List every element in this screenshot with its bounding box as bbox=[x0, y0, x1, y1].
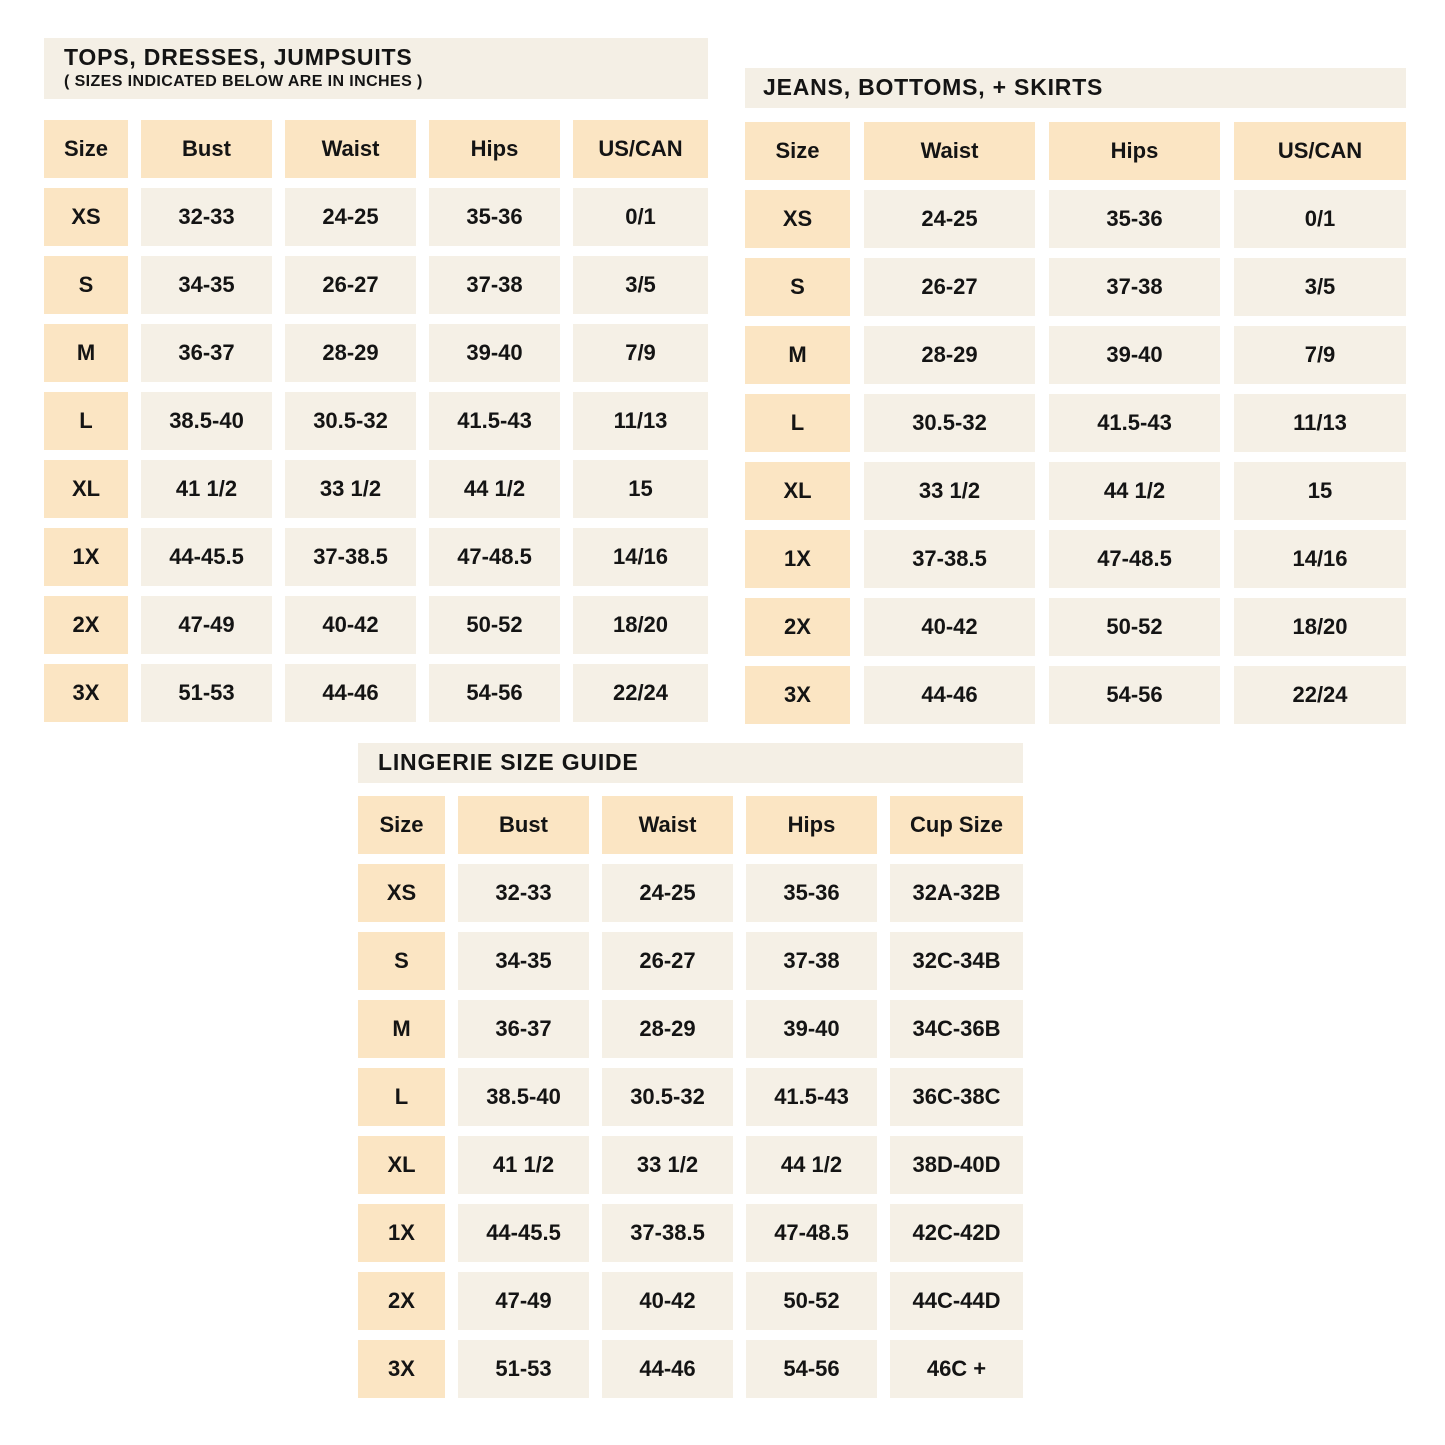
data-cell: 47-49 bbox=[141, 596, 272, 654]
size-cell: XL bbox=[44, 460, 128, 518]
data-cell: 39-40 bbox=[746, 1000, 877, 1058]
column-header-hips: Hips bbox=[429, 120, 560, 178]
jeans-title-bar bbox=[745, 68, 1406, 108]
data-cell: 28-29 bbox=[864, 326, 1035, 384]
size-cell: XS bbox=[358, 864, 445, 922]
data-cell: 44 1/2 bbox=[746, 1136, 877, 1194]
column-header-size: Size bbox=[745, 122, 850, 180]
data-cell: 44 1/2 bbox=[429, 460, 560, 518]
size-cell: 1X bbox=[44, 528, 128, 586]
data-cell: 41.5-43 bbox=[1049, 394, 1220, 452]
data-cell: 39-40 bbox=[429, 324, 560, 382]
data-cell: 44 1/2 bbox=[1049, 462, 1220, 520]
size-cell: S bbox=[358, 932, 445, 990]
column-header-cupsize: Cup Size bbox=[890, 796, 1023, 854]
size-cell: M bbox=[745, 326, 850, 384]
data-cell: 47-49 bbox=[458, 1272, 589, 1330]
data-cell: 44-46 bbox=[285, 664, 416, 722]
data-cell: 41 1/2 bbox=[458, 1136, 589, 1194]
data-cell: 22/24 bbox=[573, 664, 708, 722]
data-cell: 14/16 bbox=[573, 528, 708, 586]
data-cell: 3/5 bbox=[1234, 258, 1406, 316]
data-cell: 39-40 bbox=[1049, 326, 1220, 384]
data-cell: 15 bbox=[1234, 462, 1406, 520]
data-cell: 24-25 bbox=[602, 864, 733, 922]
data-cell: 37-38.5 bbox=[864, 530, 1035, 588]
data-cell: 37-38 bbox=[746, 932, 877, 990]
data-cell: 36C-38C bbox=[890, 1068, 1023, 1126]
data-cell: 0/1 bbox=[573, 188, 708, 246]
column-header-waist: Waist bbox=[285, 120, 416, 178]
tops-grid bbox=[44, 120, 708, 722]
data-cell: 28-29 bbox=[285, 324, 416, 382]
data-cell: 36-37 bbox=[141, 324, 272, 382]
size-cell: 1X bbox=[358, 1204, 445, 1262]
size-cell: 1X bbox=[745, 530, 850, 588]
data-cell: 32A-32B bbox=[890, 864, 1023, 922]
column-header-hips: Hips bbox=[746, 796, 877, 854]
data-cell: 26-27 bbox=[602, 932, 733, 990]
data-cell: 3/5 bbox=[573, 256, 708, 314]
data-cell: 26-27 bbox=[285, 256, 416, 314]
data-cell: 38.5-40 bbox=[141, 392, 272, 450]
data-cell: 41 1/2 bbox=[141, 460, 272, 518]
column-header-uscan: US/CAN bbox=[1234, 122, 1406, 180]
data-cell: 26-27 bbox=[864, 258, 1035, 316]
data-cell: 44-46 bbox=[864, 666, 1035, 724]
lingerie-title-bar bbox=[358, 743, 1023, 783]
data-cell: 32-33 bbox=[458, 864, 589, 922]
size-cell: XS bbox=[745, 190, 850, 248]
data-cell: 11/13 bbox=[573, 392, 708, 450]
size-cell: 3X bbox=[358, 1340, 445, 1398]
data-cell: 54-56 bbox=[746, 1340, 877, 1398]
size-cell: 2X bbox=[44, 596, 128, 654]
data-cell: 40-42 bbox=[864, 598, 1035, 656]
lingerie-size-table bbox=[358, 743, 1023, 1398]
data-cell: 11/13 bbox=[1234, 394, 1406, 452]
data-cell: 46C + bbox=[890, 1340, 1023, 1398]
size-cell: XL bbox=[745, 462, 850, 520]
data-cell: 51-53 bbox=[141, 664, 272, 722]
data-cell: 51-53 bbox=[458, 1340, 589, 1398]
data-cell: 44-45.5 bbox=[458, 1204, 589, 1262]
lingerie-title: LINGERIE SIZE GUIDE bbox=[378, 749, 639, 776]
data-cell: 50-52 bbox=[429, 596, 560, 654]
data-cell: 35-36 bbox=[429, 188, 560, 246]
data-cell: 33 1/2 bbox=[602, 1136, 733, 1194]
size-cell: XL bbox=[358, 1136, 445, 1194]
data-cell: 34-35 bbox=[141, 256, 272, 314]
data-cell: 30.5-32 bbox=[864, 394, 1035, 452]
data-cell: 33 1/2 bbox=[285, 460, 416, 518]
data-cell: 37-38 bbox=[429, 256, 560, 314]
data-cell: 36-37 bbox=[458, 1000, 589, 1058]
data-cell: 41.5-43 bbox=[429, 392, 560, 450]
lingerie-grid bbox=[358, 796, 1023, 1398]
data-cell: 32C-34B bbox=[890, 932, 1023, 990]
column-header-bust: Bust bbox=[458, 796, 589, 854]
data-cell: 41.5-43 bbox=[746, 1068, 877, 1126]
column-header-waist: Waist bbox=[602, 796, 733, 854]
column-header-size: Size bbox=[44, 120, 128, 178]
data-cell: 7/9 bbox=[1234, 326, 1406, 384]
data-cell: 34C-36B bbox=[890, 1000, 1023, 1058]
data-cell: 54-56 bbox=[1049, 666, 1220, 724]
data-cell: 44-45.5 bbox=[141, 528, 272, 586]
data-cell: 35-36 bbox=[1049, 190, 1220, 248]
size-cell: XS bbox=[44, 188, 128, 246]
column-header-size: Size bbox=[358, 796, 445, 854]
data-cell: 47-48.5 bbox=[1049, 530, 1220, 588]
data-cell: 22/24 bbox=[1234, 666, 1406, 724]
size-cell: 3X bbox=[745, 666, 850, 724]
size-cell: L bbox=[745, 394, 850, 452]
jeans-size-table bbox=[745, 68, 1406, 724]
data-cell: 35-36 bbox=[746, 864, 877, 922]
size-cell: L bbox=[358, 1068, 445, 1126]
data-cell: 40-42 bbox=[602, 1272, 733, 1330]
data-cell: 18/20 bbox=[573, 596, 708, 654]
data-cell: 14/16 bbox=[1234, 530, 1406, 588]
size-cell: S bbox=[745, 258, 850, 316]
data-cell: 30.5-32 bbox=[602, 1068, 733, 1126]
data-cell: 33 1/2 bbox=[864, 462, 1035, 520]
data-cell: 37-38.5 bbox=[285, 528, 416, 586]
tops-size-table bbox=[44, 38, 708, 722]
column-header-uscan: US/CAN bbox=[573, 120, 708, 178]
data-cell: 54-56 bbox=[429, 664, 560, 722]
data-cell: 32-33 bbox=[141, 188, 272, 246]
data-cell: 7/9 bbox=[573, 324, 708, 382]
data-cell: 50-52 bbox=[746, 1272, 877, 1330]
data-cell: 30.5-32 bbox=[285, 392, 416, 450]
size-cell: L bbox=[44, 392, 128, 450]
jeans-grid bbox=[745, 122, 1406, 724]
data-cell: 28-29 bbox=[602, 1000, 733, 1058]
jeans-title: JEANS, BOTTOMS, + SKIRTS bbox=[763, 74, 1104, 101]
size-cell: 2X bbox=[745, 598, 850, 656]
tops-subtitle: ( SIZES INDICATED BELOW ARE IN INCHES ) bbox=[64, 72, 423, 90]
data-cell: 18/20 bbox=[1234, 598, 1406, 656]
data-cell: 34-35 bbox=[458, 932, 589, 990]
data-cell: 37-38.5 bbox=[602, 1204, 733, 1262]
data-cell: 44-46 bbox=[602, 1340, 733, 1398]
tops-title: TOPS, DRESSES, JUMPSUITS bbox=[64, 44, 413, 71]
data-cell: 38.5-40 bbox=[458, 1068, 589, 1126]
data-cell: 24-25 bbox=[864, 190, 1035, 248]
tops-title-bar bbox=[44, 38, 708, 99]
size-cell: S bbox=[44, 256, 128, 314]
data-cell: 15 bbox=[573, 460, 708, 518]
size-cell: M bbox=[358, 1000, 445, 1058]
data-cell: 44C-44D bbox=[890, 1272, 1023, 1330]
column-header-bust: Bust bbox=[141, 120, 272, 178]
data-cell: 0/1 bbox=[1234, 190, 1406, 248]
data-cell: 42C-42D bbox=[890, 1204, 1023, 1262]
data-cell: 47-48.5 bbox=[746, 1204, 877, 1262]
size-cell: 3X bbox=[44, 664, 128, 722]
column-header-hips: Hips bbox=[1049, 122, 1220, 180]
size-cell: M bbox=[44, 324, 128, 382]
data-cell: 50-52 bbox=[1049, 598, 1220, 656]
size-cell: 2X bbox=[358, 1272, 445, 1330]
data-cell: 38D-40D bbox=[890, 1136, 1023, 1194]
data-cell: 37-38 bbox=[1049, 258, 1220, 316]
data-cell: 24-25 bbox=[285, 188, 416, 246]
column-header-waist: Waist bbox=[864, 122, 1035, 180]
data-cell: 40-42 bbox=[285, 596, 416, 654]
data-cell: 47-48.5 bbox=[429, 528, 560, 586]
